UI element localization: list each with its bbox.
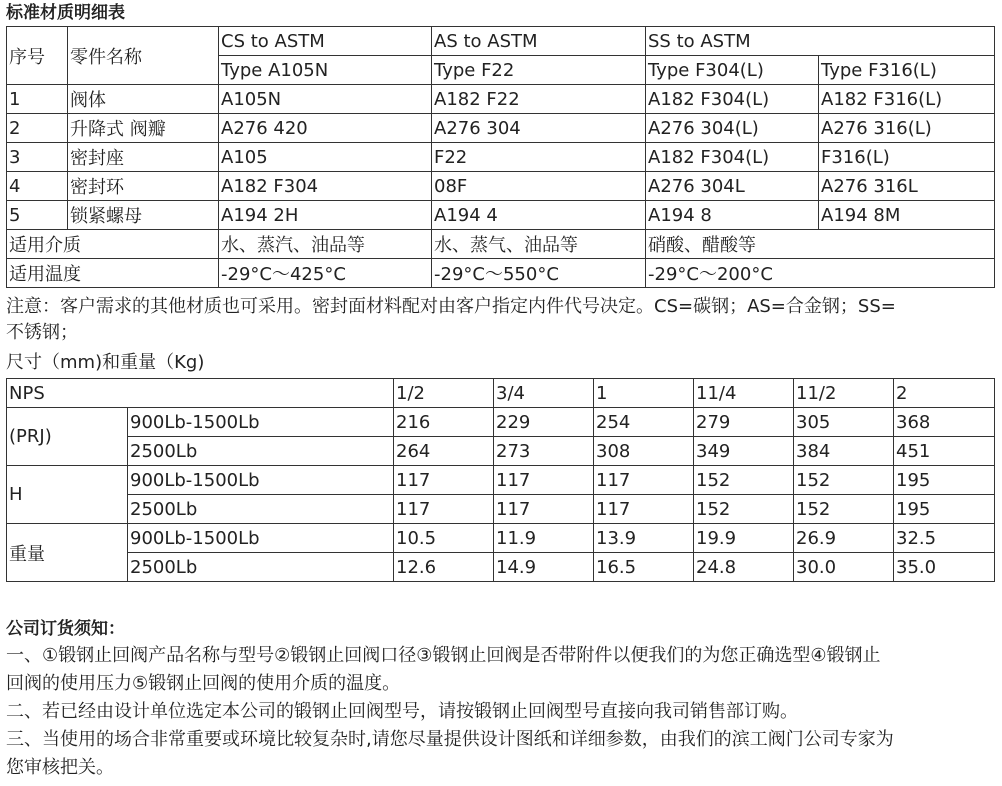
cell: 12.6	[394, 553, 494, 582]
material-row	[7, 85, 995, 114]
row-part: 密封座	[68, 143, 219, 172]
cell: 195	[894, 466, 995, 495]
header-as: AS to ASTM	[432, 27, 646, 56]
row-no: 1	[7, 85, 68, 114]
type-ss-304: Type F304(L)	[646, 56, 819, 85]
order-line-1a: 一、①锻钢止回阀产品名称与型号②锻钢止回阀口径③锻钢止回阀是否带附件以便我们的为您正确选型④锻钢止	[6, 645, 881, 666]
cell: 152	[694, 495, 794, 524]
class-label: 900Lb-1500Lb	[128, 466, 394, 495]
medium-cs: 水、蒸汽、油品等	[219, 230, 432, 259]
cell: 152	[794, 466, 894, 495]
class-label: 2500Lb	[128, 437, 394, 466]
row-as: A182 F22	[432, 85, 646, 114]
row-ss-304: A182 F304(L)	[646, 85, 819, 114]
nps-header-row	[7, 379, 995, 408]
cell: 195	[894, 495, 995, 524]
nps-size: 11/4	[694, 379, 794, 408]
cell: 305	[794, 408, 894, 437]
cell: 117	[494, 495, 594, 524]
table-row	[7, 437, 995, 466]
temp-cs: -29°C～425°C	[219, 259, 432, 288]
cell: 384	[794, 437, 894, 466]
medium-row	[7, 230, 995, 259]
class-label: 2500Lb	[128, 553, 394, 582]
row-no: 2	[7, 114, 68, 143]
header-cs: CS to ASTM	[219, 27, 432, 56]
cell: 279	[694, 408, 794, 437]
cell: 117	[394, 466, 494, 495]
row-no: 4	[7, 172, 68, 201]
row-no: 5	[7, 201, 68, 230]
order-line-1b: 回阀的使用压力⑤锻钢止回阀的使用介质的温度。	[6, 673, 401, 694]
row-cs: A276 420	[219, 114, 432, 143]
row-ss-304: A182 F304(L)	[646, 143, 819, 172]
cell: 13.9	[594, 524, 694, 553]
order-line-3a: 三、当使用的场合非常重要或环境比较复杂时,请您尽量提供设计图纸和详细参数，由我们的滨工阀门公司专家为	[6, 729, 894, 750]
table-row	[7, 524, 995, 553]
temp-ss: -29°C～200°C	[646, 259, 995, 288]
cell: 254	[594, 408, 694, 437]
cell: 229	[494, 408, 594, 437]
row-ss-304: A194 8	[646, 201, 819, 230]
type-ss-316: Type F316(L)	[819, 56, 995, 85]
row-ss-304: A276 304L	[646, 172, 819, 201]
nps-label: NPS	[7, 379, 394, 408]
row-ss-316: A276 316L	[819, 172, 995, 201]
class-label: 900Lb-1500Lb	[128, 408, 394, 437]
medium-as: 水、蒸气、油品等	[432, 230, 646, 259]
nps-size: 3/4	[494, 379, 594, 408]
cell: 117	[494, 466, 594, 495]
type-cs: Type A105N	[219, 56, 432, 85]
row-cs: A194 2H	[219, 201, 432, 230]
cell: 216	[394, 408, 494, 437]
cell: 451	[894, 437, 995, 466]
nps-size: 1	[594, 379, 694, 408]
material-table	[6, 26, 995, 288]
material-row	[7, 172, 995, 201]
temperature-row	[7, 259, 995, 288]
cell: 24.8	[694, 553, 794, 582]
cell: 273	[494, 437, 594, 466]
table-row	[7, 466, 995, 495]
cell: 10.5	[394, 524, 494, 553]
dimension-table	[6, 378, 995, 582]
cell: 117	[594, 466, 694, 495]
type-as: Type F22	[432, 56, 646, 85]
material-row	[7, 143, 995, 172]
cell: 19.9	[694, 524, 794, 553]
cell: 117	[394, 495, 494, 524]
order-title: 公司订货须知：	[6, 619, 125, 639]
material-table-title: 标准材质明细表	[6, 3, 125, 23]
medium-ss: 硝酸、醋酸等	[646, 230, 995, 259]
row-ss-316: A182 F316(L)	[819, 85, 995, 114]
row-as: A194 4	[432, 201, 646, 230]
medium-label: 适用介质	[7, 230, 219, 259]
row-no: 3	[7, 143, 68, 172]
cell: 30.0	[794, 553, 894, 582]
header-part-name: 零件名称	[68, 27, 219, 85]
note-line-2: 不锈钢；	[6, 322, 78, 343]
group-label-h: H	[7, 466, 128, 524]
temp-label: 适用温度	[7, 259, 219, 288]
row-part: 密封环	[68, 172, 219, 201]
cell: 16.5	[594, 553, 694, 582]
header-no: 序号	[7, 27, 68, 85]
row-as: F22	[432, 143, 646, 172]
note	[6, 294, 996, 346]
nps-size: 11/2	[794, 379, 894, 408]
row-ss-304: A276 304(L)	[646, 114, 819, 143]
material-row	[7, 114, 995, 143]
header-ss: SS to ASTM	[646, 27, 995, 56]
group-label-weight: 重量	[7, 524, 128, 582]
nps-size: 1/2	[394, 379, 494, 408]
row-as: 08F	[432, 172, 646, 201]
class-label: 2500Lb	[128, 495, 394, 524]
cell: 152	[794, 495, 894, 524]
cell: 32.5	[894, 524, 995, 553]
row-ss-316: A276 316(L)	[819, 114, 995, 143]
cell: 14.9	[494, 553, 594, 582]
class-label: 900Lb-1500Lb	[128, 524, 394, 553]
table-row	[7, 408, 995, 437]
cell: 349	[694, 437, 794, 466]
row-part: 阀体	[68, 85, 219, 114]
dimension-title: 尺寸（mm)和重量（Kg)	[6, 352, 205, 373]
cell: 308	[594, 437, 694, 466]
row-ss-316: A194 8M	[819, 201, 995, 230]
cell: 368	[894, 408, 995, 437]
material-row	[7, 201, 995, 230]
temp-as: -29°C～550°C	[432, 259, 646, 288]
table-row	[7, 495, 995, 524]
cell: 26.9	[794, 524, 894, 553]
cell: 264	[394, 437, 494, 466]
cell: 117	[594, 495, 694, 524]
row-cs: A105	[219, 143, 432, 172]
group-label-prj: (PRJ)	[7, 408, 128, 466]
cell: 152	[694, 466, 794, 495]
note-line-1: 注意：客户需求的其他材质也可采用。密封面材料配对由客户指定内件代号决定。CS=碳钢；AS=合金钢；SS=	[6, 296, 896, 317]
row-cs: A105N	[219, 85, 432, 114]
row-cs: A182 F304	[219, 172, 432, 201]
order-line-3b: 您审核把关。	[6, 757, 114, 778]
row-part: 升降式 阀瓣	[68, 114, 219, 143]
order-line-2: 二、若已经由设计单位选定本公司的锻钢止回阀型号，请按锻钢止回阀型号直接向我司销售部订购。	[6, 701, 798, 722]
row-ss-316: F316(L)	[819, 143, 995, 172]
row-as: A276 304	[432, 114, 646, 143]
row-part: 锁紧螺母	[68, 201, 219, 230]
nps-size: 2	[894, 379, 995, 408]
order-notes	[6, 642, 996, 782]
cell: 35.0	[894, 553, 995, 582]
table-row	[7, 553, 995, 582]
cell: 11.9	[494, 524, 594, 553]
